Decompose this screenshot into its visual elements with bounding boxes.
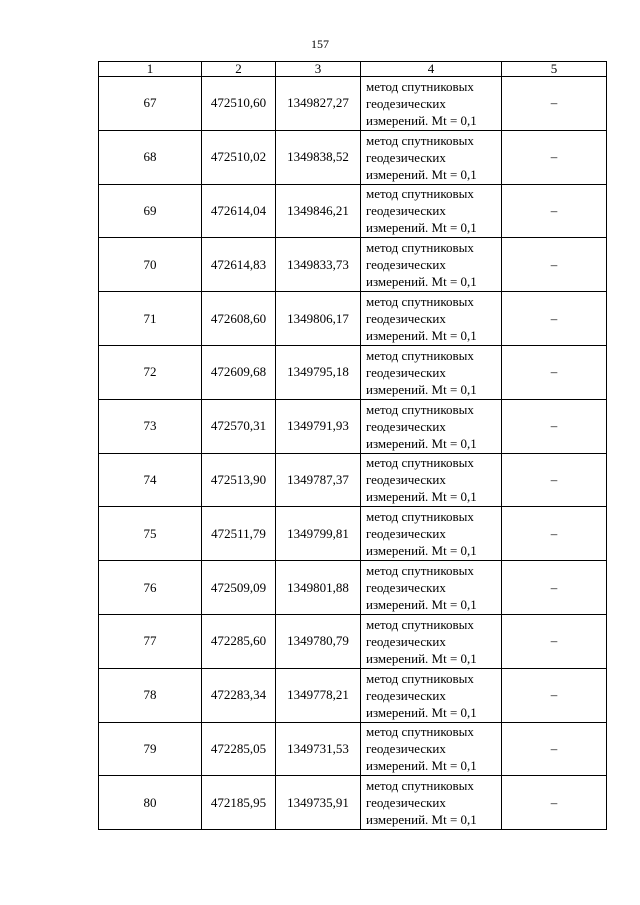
method-line-3: измерений. Mt = 0,1 xyxy=(366,435,477,451)
x-coordinate-cell: 472511,79 xyxy=(202,507,276,561)
point-number-cell: 79 xyxy=(99,722,202,776)
description-cell: – xyxy=(502,345,607,399)
method-line-3: измерений. Mt = 0,1 xyxy=(366,650,477,666)
table-row xyxy=(99,722,607,776)
point-number-cell: 76 xyxy=(99,561,202,615)
point-number-cell: 75 xyxy=(99,507,202,561)
table-row xyxy=(99,130,607,184)
column-header-2: 2 xyxy=(202,62,276,77)
x-coordinate-cell: 472510,60 xyxy=(202,77,276,131)
method-cell xyxy=(361,776,502,830)
method-line-2: геодезических xyxy=(366,687,446,703)
table-row xyxy=(99,507,607,561)
method-cell xyxy=(361,238,502,292)
method-line-1: метод спутниковых xyxy=(366,186,474,202)
description-cell: – xyxy=(502,722,607,776)
method-cell xyxy=(361,399,502,453)
table-body xyxy=(99,77,607,830)
method-line-2: геодезических xyxy=(366,95,446,111)
table-row xyxy=(99,184,607,238)
method-cell xyxy=(361,345,502,399)
method-line-1: метод спутниковых xyxy=(366,240,474,256)
x-coordinate-cell: 472510,02 xyxy=(202,130,276,184)
point-number-cell: 71 xyxy=(99,292,202,346)
y-coordinate-cell: 1349799,81 xyxy=(276,507,361,561)
y-coordinate-cell: 1349791,93 xyxy=(276,399,361,453)
x-coordinate-cell: 472570,31 xyxy=(202,399,276,453)
method-line-3: измерений. Mt = 0,1 xyxy=(366,112,477,128)
method-line-2: геодезических xyxy=(366,633,446,649)
table-row xyxy=(99,292,607,346)
table-row xyxy=(99,776,607,830)
y-coordinate-cell: 1349731,53 xyxy=(276,722,361,776)
y-coordinate-cell: 1349801,88 xyxy=(276,561,361,615)
method-line-3: измерений. Mt = 0,1 xyxy=(366,328,477,344)
method-cell xyxy=(361,77,502,131)
method-line-3: измерений. Mt = 0,1 xyxy=(366,597,477,613)
method-line-3: измерений. Mt = 0,1 xyxy=(366,274,477,290)
point-number-cell: 69 xyxy=(99,184,202,238)
x-coordinate-cell: 472608,60 xyxy=(202,292,276,346)
y-coordinate-cell: 1349846,21 xyxy=(276,184,361,238)
method-line-2: геодезических xyxy=(366,311,446,327)
method-line-2: геодезических xyxy=(366,795,446,811)
x-coordinate-cell: 472513,90 xyxy=(202,453,276,507)
method-line-1: метод спутниковых xyxy=(366,132,474,148)
method-line-2: геодезических xyxy=(366,149,446,165)
method-line-3: измерений. Mt = 0,1 xyxy=(366,543,477,559)
table-row xyxy=(99,453,607,507)
method-line-3: измерений. Mt = 0,1 xyxy=(366,812,477,828)
description-cell: – xyxy=(502,668,607,722)
y-coordinate-cell: 1349778,21 xyxy=(276,668,361,722)
method-line-2: геодезических xyxy=(366,257,446,273)
point-number-cell: 74 xyxy=(99,453,202,507)
description-cell: – xyxy=(502,77,607,131)
method-line-1: метод спутниковых xyxy=(366,78,474,94)
y-coordinate-cell: 1349735,91 xyxy=(276,776,361,830)
table-row xyxy=(99,345,607,399)
x-coordinate-cell: 472614,83 xyxy=(202,238,276,292)
description-cell: – xyxy=(502,184,607,238)
y-coordinate-cell: 1349787,37 xyxy=(276,453,361,507)
description-cell: – xyxy=(502,238,607,292)
x-coordinate-cell: 472609,68 xyxy=(202,345,276,399)
method-line-1: метод спутниковых xyxy=(366,401,474,417)
method-line-2: геодезических xyxy=(366,741,446,757)
y-coordinate-cell: 1349806,17 xyxy=(276,292,361,346)
method-line-1: метод спутниковых xyxy=(366,509,474,525)
description-cell: – xyxy=(502,399,607,453)
table-row xyxy=(99,77,607,131)
method-line-2: геодезических xyxy=(366,364,446,380)
point-number-cell: 72 xyxy=(99,345,202,399)
method-line-1: метод спутниковых xyxy=(366,778,474,794)
point-number-cell: 77 xyxy=(99,614,202,668)
table-row xyxy=(99,614,607,668)
method-cell xyxy=(361,614,502,668)
x-coordinate-cell: 472285,05 xyxy=(202,722,276,776)
method-line-2: геодезических xyxy=(366,580,446,596)
description-cell: – xyxy=(502,130,607,184)
x-coordinate-cell: 472509,09 xyxy=(202,561,276,615)
description-cell: – xyxy=(502,507,607,561)
method-line-3: измерений. Mt = 0,1 xyxy=(366,381,477,397)
description-cell: – xyxy=(502,453,607,507)
method-line-2: геодезических xyxy=(366,203,446,219)
y-coordinate-cell: 1349827,27 xyxy=(276,77,361,131)
column-header-3: 3 xyxy=(276,62,361,77)
method-line-3: измерений. Mt = 0,1 xyxy=(366,704,477,720)
method-line-3: измерений. Mt = 0,1 xyxy=(366,758,477,774)
method-line-3: измерений. Mt = 0,1 xyxy=(366,220,477,236)
method-cell xyxy=(361,561,502,615)
point-number-cell: 67 xyxy=(99,77,202,131)
method-line-2: геодезических xyxy=(366,472,446,488)
table-row xyxy=(99,561,607,615)
method-line-3: измерений. Mt = 0,1 xyxy=(366,489,477,505)
page-number: 157 xyxy=(311,37,329,51)
method-line-2: геодезических xyxy=(366,418,446,434)
point-number-cell: 70 xyxy=(99,238,202,292)
table-row xyxy=(99,238,607,292)
column-header-4: 4 xyxy=(361,62,502,77)
method-line-3: измерений. Mt = 0,1 xyxy=(366,166,477,182)
method-line-1: метод спутниковых xyxy=(366,724,474,740)
description-cell: – xyxy=(502,614,607,668)
point-number-cell: 80 xyxy=(99,776,202,830)
description-cell: – xyxy=(502,776,607,830)
y-coordinate-cell: 1349795,18 xyxy=(276,345,361,399)
y-coordinate-cell: 1349838,52 xyxy=(276,130,361,184)
description-cell: – xyxy=(502,561,607,615)
column-header-1: 1 xyxy=(99,62,202,77)
method-line-1: метод спутниковых xyxy=(366,347,474,363)
x-coordinate-cell: 472614,04 xyxy=(202,184,276,238)
method-cell xyxy=(361,184,502,238)
method-line-1: метод спутниковых xyxy=(366,670,474,686)
y-coordinate-cell: 1349780,79 xyxy=(276,614,361,668)
method-cell xyxy=(361,668,502,722)
table-row xyxy=(99,668,607,722)
x-coordinate-cell: 472285,60 xyxy=(202,614,276,668)
method-cell xyxy=(361,292,502,346)
point-number-cell: 73 xyxy=(99,399,202,453)
method-line-2: геодезических xyxy=(366,526,446,542)
table-header xyxy=(99,62,607,77)
header-row xyxy=(99,62,607,77)
x-coordinate-cell: 472185,95 xyxy=(202,776,276,830)
table-row xyxy=(99,399,607,453)
coordinates-table xyxy=(98,61,607,830)
method-line-1: метод спутниковых xyxy=(366,455,474,471)
point-number-cell: 78 xyxy=(99,668,202,722)
method-line-1: метод спутниковых xyxy=(366,616,474,632)
method-line-1: метод спутниковых xyxy=(366,294,474,310)
point-number-cell: 68 xyxy=(99,130,202,184)
method-cell xyxy=(361,130,502,184)
method-cell xyxy=(361,722,502,776)
y-coordinate-cell: 1349833,73 xyxy=(276,238,361,292)
description-cell: – xyxy=(502,292,607,346)
method-line-1: метод спутниковых xyxy=(366,563,474,579)
method-cell xyxy=(361,507,502,561)
method-cell xyxy=(361,453,502,507)
column-header-5: 5 xyxy=(502,62,607,77)
x-coordinate-cell: 472283,34 xyxy=(202,668,276,722)
